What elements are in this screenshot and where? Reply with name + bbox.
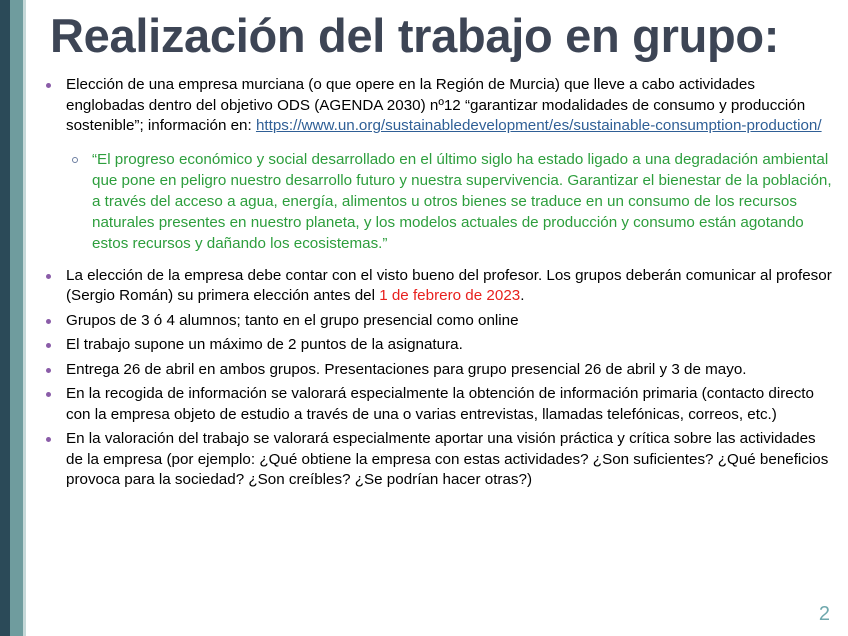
bullet-text: La elección de la empresa debe contar con el visto bueno del profesor. Los grupos deberán comunicar al profesor (Sergio Román) su primera elección antes del — [66, 266, 832, 304]
bullet-dot — [46, 368, 51, 373]
bullet-text: Elección de una empresa murciana (o que opere en la Región de Murcia) que lleve a cabo actividades englobadas dentro del objetivo ODS (AGENDA 2030) nº12 “garantizar modalidades de consumo y producción sostenible”; información en: — [66, 76, 806, 134]
bullet-dot — [46, 319, 51, 324]
bullet-text: En la valoración del trabajo se valorará especialmente aportar una visión práctica y crítica sobre las actividades de la empresa (por ejemplo: ¿Qué obtiene la empresa con estas actividades? ¿Son suficientes? ¿Qué beneficios provoca para la sociedad? ¿Son creíbles? ¿Se podrían hacer otras?) — [66, 430, 829, 488]
bullet-dot — [46, 274, 51, 279]
bullet-text: Entrega 26 de abril en ambos grupos. Presentaciones para grupo presencial 26 de abril y 3 de mayo. — [66, 360, 747, 378]
quote-subitem — [66, 149, 832, 254]
sub-bullet-circle — [72, 157, 78, 163]
bullet-dot — [46, 437, 51, 442]
bullet-item-assessment — [42, 429, 832, 491]
bullet-dot — [46, 343, 51, 348]
bullet-item-delivery — [42, 360, 832, 381]
bullet-item-information — [42, 384, 832, 425]
deadline-highlight: 1 de febrero de 2023 — [379, 287, 521, 304]
quote-text: “El progreso económico y social desarrollado en el último siglo ha estado ligado a una degradación ambiental que pone en peligro nuestro desarrollo futuro y nuestra supervivencia. Garantizar el bienestar de la población, a través del acceso a agua, energía, alimentos u otros bienes se traduce en un consumo de los recursos naturales presentes en nuestro planeta, y los modelos actuales de producción y consumo están agotando estos recursos y dañando los ecosistemas.” — [92, 150, 832, 252]
slide-content — [42, 75, 832, 495]
bullet-dot — [46, 392, 51, 397]
bullet-item-ods — [42, 75, 832, 137]
bullet-item-approval — [42, 266, 832, 307]
bullet-text: Grupos de 3 ó 4 alumnos; tanto en el grupo presencial como online — [66, 311, 519, 329]
bullet-text-end: . — [520, 287, 525, 304]
bullet-item-points — [42, 335, 832, 356]
bullet-text: En la recogida de información se valorará especialmente la obtención de información primaria (contacto directo con la empresa objeto de estudio a través de una o varias entrevistas, llamadas telefónicas, correos, etc.) — [66, 385, 814, 423]
bullet-text: El trabajo supone un máximo de 2 puntos de la asignatura. — [66, 336, 463, 353]
page-number: 2 — [818, 603, 830, 625]
bullet-dot — [46, 83, 51, 88]
sidebar-stripe-dark — [0, 0, 10, 636]
sidebar-stripe-light — [23, 0, 26, 636]
slide-title: Realización del trabajo en grupo: — [50, 9, 780, 62]
sidebar-stripe-teal — [10, 0, 23, 636]
bullet-item-group-size — [42, 311, 832, 332]
un-sustainable-consumption-link[interactable]: https://www.un.org/sustainabledevelopment/es/sustainable-consumption-production/ — [255, 117, 822, 134]
